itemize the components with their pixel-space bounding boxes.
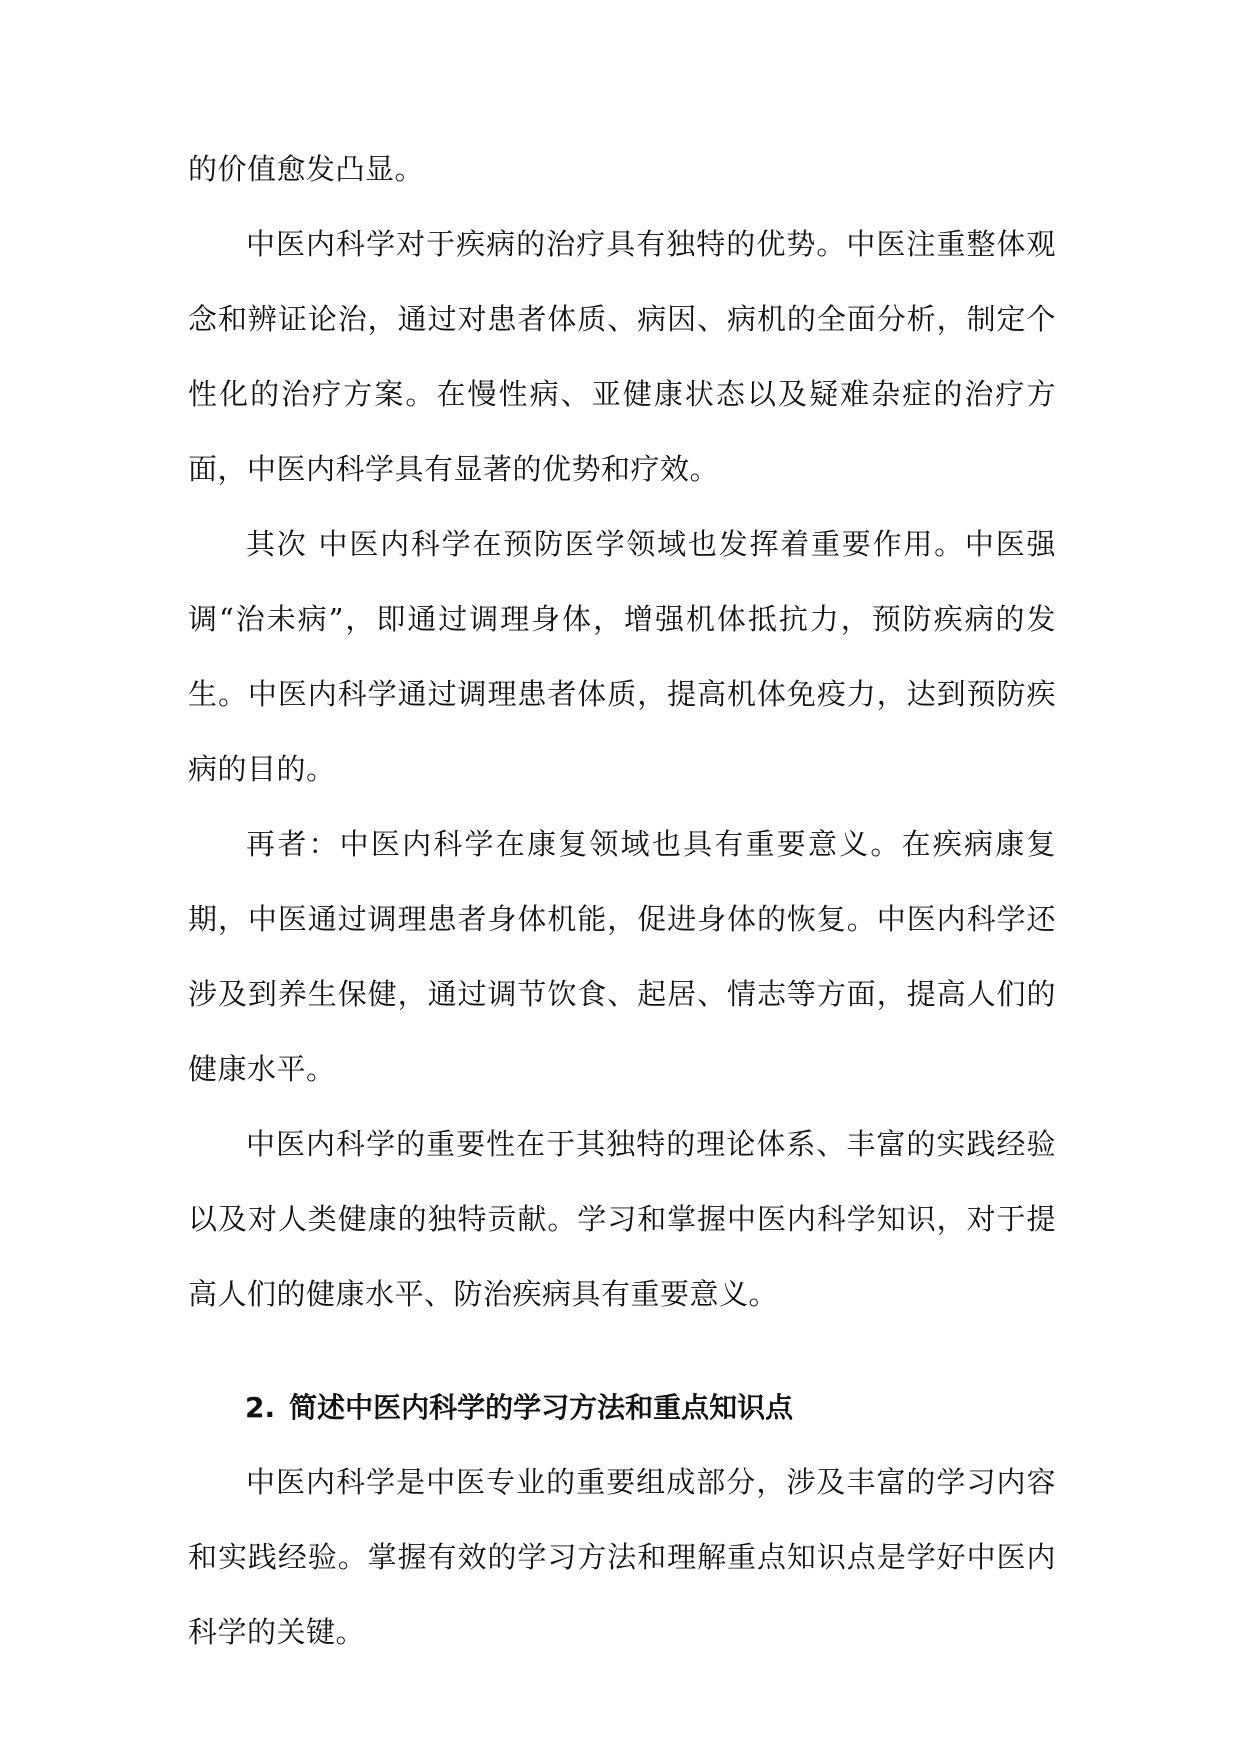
paragraph-rehabilitation: 再者：中医内科学在康复领域也具有重要意义。在疾病康复期，中医通过调理患者身体机能，促进身体的恢复。中医内科学还涉及到养生保健，通过调节饮食、起居、情志等方面，提高人们的健康水平。 [188,827,1056,1086]
document-page [188,132,1056,1670]
section-title: 简述中医内科学的学习方法和重点知识点 [289,1391,794,1424]
paragraph-prevention: 其次 中医内科学在预防医学领域也发挥着重要作用。中医强调“治未病”，即通过调理身体，增强机体抵抗力，预防疾病的发生。中医内科学通过调理患者体质，提高机体免疫力，达到预防疾病的目的。 [188,527,1056,786]
section-heading [188,1370,1056,1445]
paragraph-continuation: 的价值愈发凸显。 [188,152,425,186]
paragraph-section-intro: 中医内科学是中医专业的重要组成部分，涉及丰富的学习内容和实践经验。掌握有效的学习方法和理解重点知识点是学好中医内科学的关键。 [188,1465,1056,1649]
section-number: 2. [245,1391,276,1424]
paragraph-importance: 中医内科学的重要性在于其独特的理论体系、丰富的实践经验以及对人类健康的独特贡献。学习和掌握中医内科学知识，对于提高人们的健康水平、防治疾病具有重要意义。 [188,1127,1056,1311]
paragraph-treatment-advantages: 中医内科学对于疾病的治疗具有独特的优势。中医注重整体观念和辨证论治，通过对患者体质、病因、病机的全面分析，制定个性化的治疗方案。在慢性病、亚健康状态以及疑难杂症的治疗方面，中医内科学具有显著的优势和疗效。 [188,227,1056,486]
